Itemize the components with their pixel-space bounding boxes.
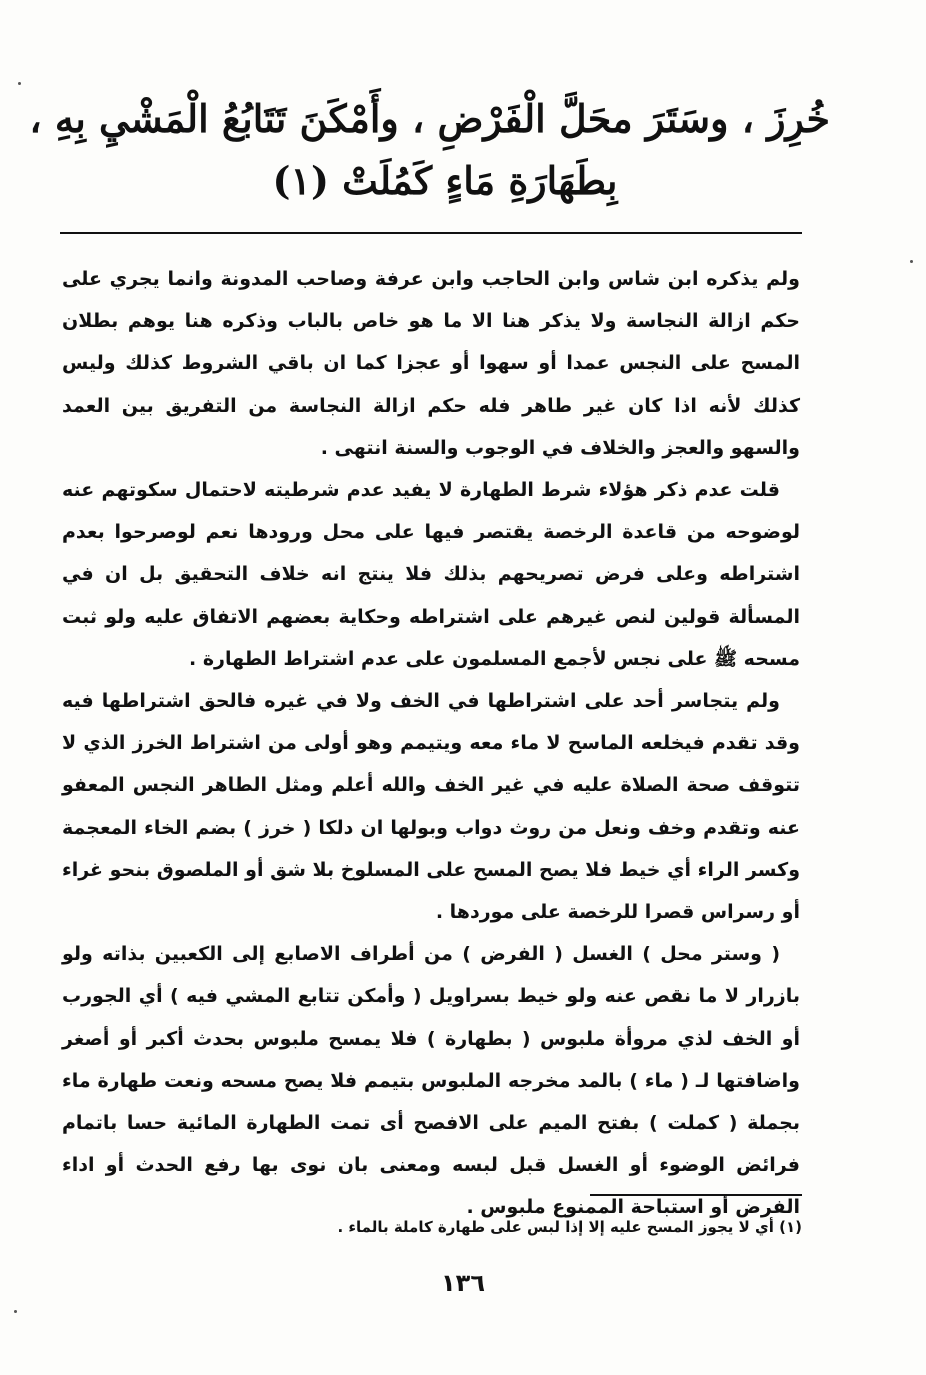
scan-speck [910, 260, 913, 263]
page-number: ١٣٦ [441, 1269, 485, 1297]
footnote-divider [590, 1194, 802, 1196]
verse-heading-line-2: بِطَهَارَةِ مَاءٍ كَمُلَتْ (١) [272, 158, 618, 203]
paragraph-1: ولم يذكره ابن شاس وابن الحاجب وابن عرفة وصاحب المدونة وانما يجري على حكم ازالة النجاسة ولا يذكر هنا الا ما هو خاص بالباب وذكره هنا يوهم بطلان المسح على النجس عمدا أو سهوا أو عجزا كما ان باقي الشروط كذلك وليس كذلك لأنه اذا كان غير طاهر فله حكم ازالة النجاسة من التفريق بين العمد والسهو والعجز والخلاف في الوجوب والسنة انتهى . [62, 268, 800, 459]
verse-heading-line-1: خُرِزَ ، وسَتَرَ محَلَّ الْفَرْضِ ، وأَمْكَنَ تَتَابُعُ الْمَشْيِ بِهِ ، [29, 96, 830, 141]
paragraph-2: قلت عدم ذكر هؤلاء شرط الطهارة لا يفيد عدم شرطيته لاحتمال سكوتهم عنه لوضوحه من قاعدة الرخصة يقتصر فيها على محل ورودها نعم لوصرحوا بعدم اشتراطه وعلى فرض تصريحهم بذلك فلا ينتج انه خلاف التحقيق بل ان في المسألة قولين لنص غيرهم على اشتراطه وحكاية بعضهم الاتفاق عليه ولو ثبت مسحه ﷺ على نجس لأجمع المسلمون على عدم اشتراط الطهارة . [62, 479, 800, 670]
footnote: (١) أي لا يجوز المسح عليه إلا إذا لبس على طهارة كاملة بالماء . [337, 1218, 802, 1236]
commentary-body [62, 258, 800, 1229]
scan-speck [14, 1310, 17, 1313]
heading-divider [60, 232, 802, 234]
paragraph-4: ( وستر محل ) الغسل ( الفرض ) من أطراف الاصابع إلى الكعبين بذاته ولو بازرار لا ما نقص عنه ولو خيط بسراويل ( وأمكن تتابع المشي فيه ) أي الجورب أو الخف لذي مروأة ملبوس ( بطهارة ) فلا يمسح ملبوس بحدث أكبر أو أصغر واضافتها لـ ( ماء ) بالمد مخرجه الملبوس بتيمم فلا يصح مسحه ونعت طهارة ماء بجملة ( كملت ) بفتح الميم على الافصح أى تمت الطهارة المائية حسا باتمام فرائض الوضوء أو الغسل قبل لبسه ومعنى بان نوى بها رفع الحدث أو اداء الفرض أو استباحة الممنوع ملبوس . [62, 943, 800, 1219]
scan-speck [18, 82, 21, 85]
paragraph-3: ولم يتجاسر أحد على اشتراطها في الخف ولا في غيره فالحق اشتراطها فيه وقد تقدم فيخلعه الماسح لا ماء معه ويتيمم وهو أولى من اشتراط الخرز الذي لا تتوقف صحة الصلاة عليه في غير الخف والله أعلم ومثل الطاهر النجس المعفو عنه وتقدم وخف ونعل من روث دواب وبولها ان دلكا ( خرز ) بضم الخاء المعجمة وكسر الراء أي خيط فلا يصح المسح على المسلوخ بلا شق أو الملصوق بنحو غراء أو رسراس قصرا للرخصة على موردها . [62, 690, 800, 924]
